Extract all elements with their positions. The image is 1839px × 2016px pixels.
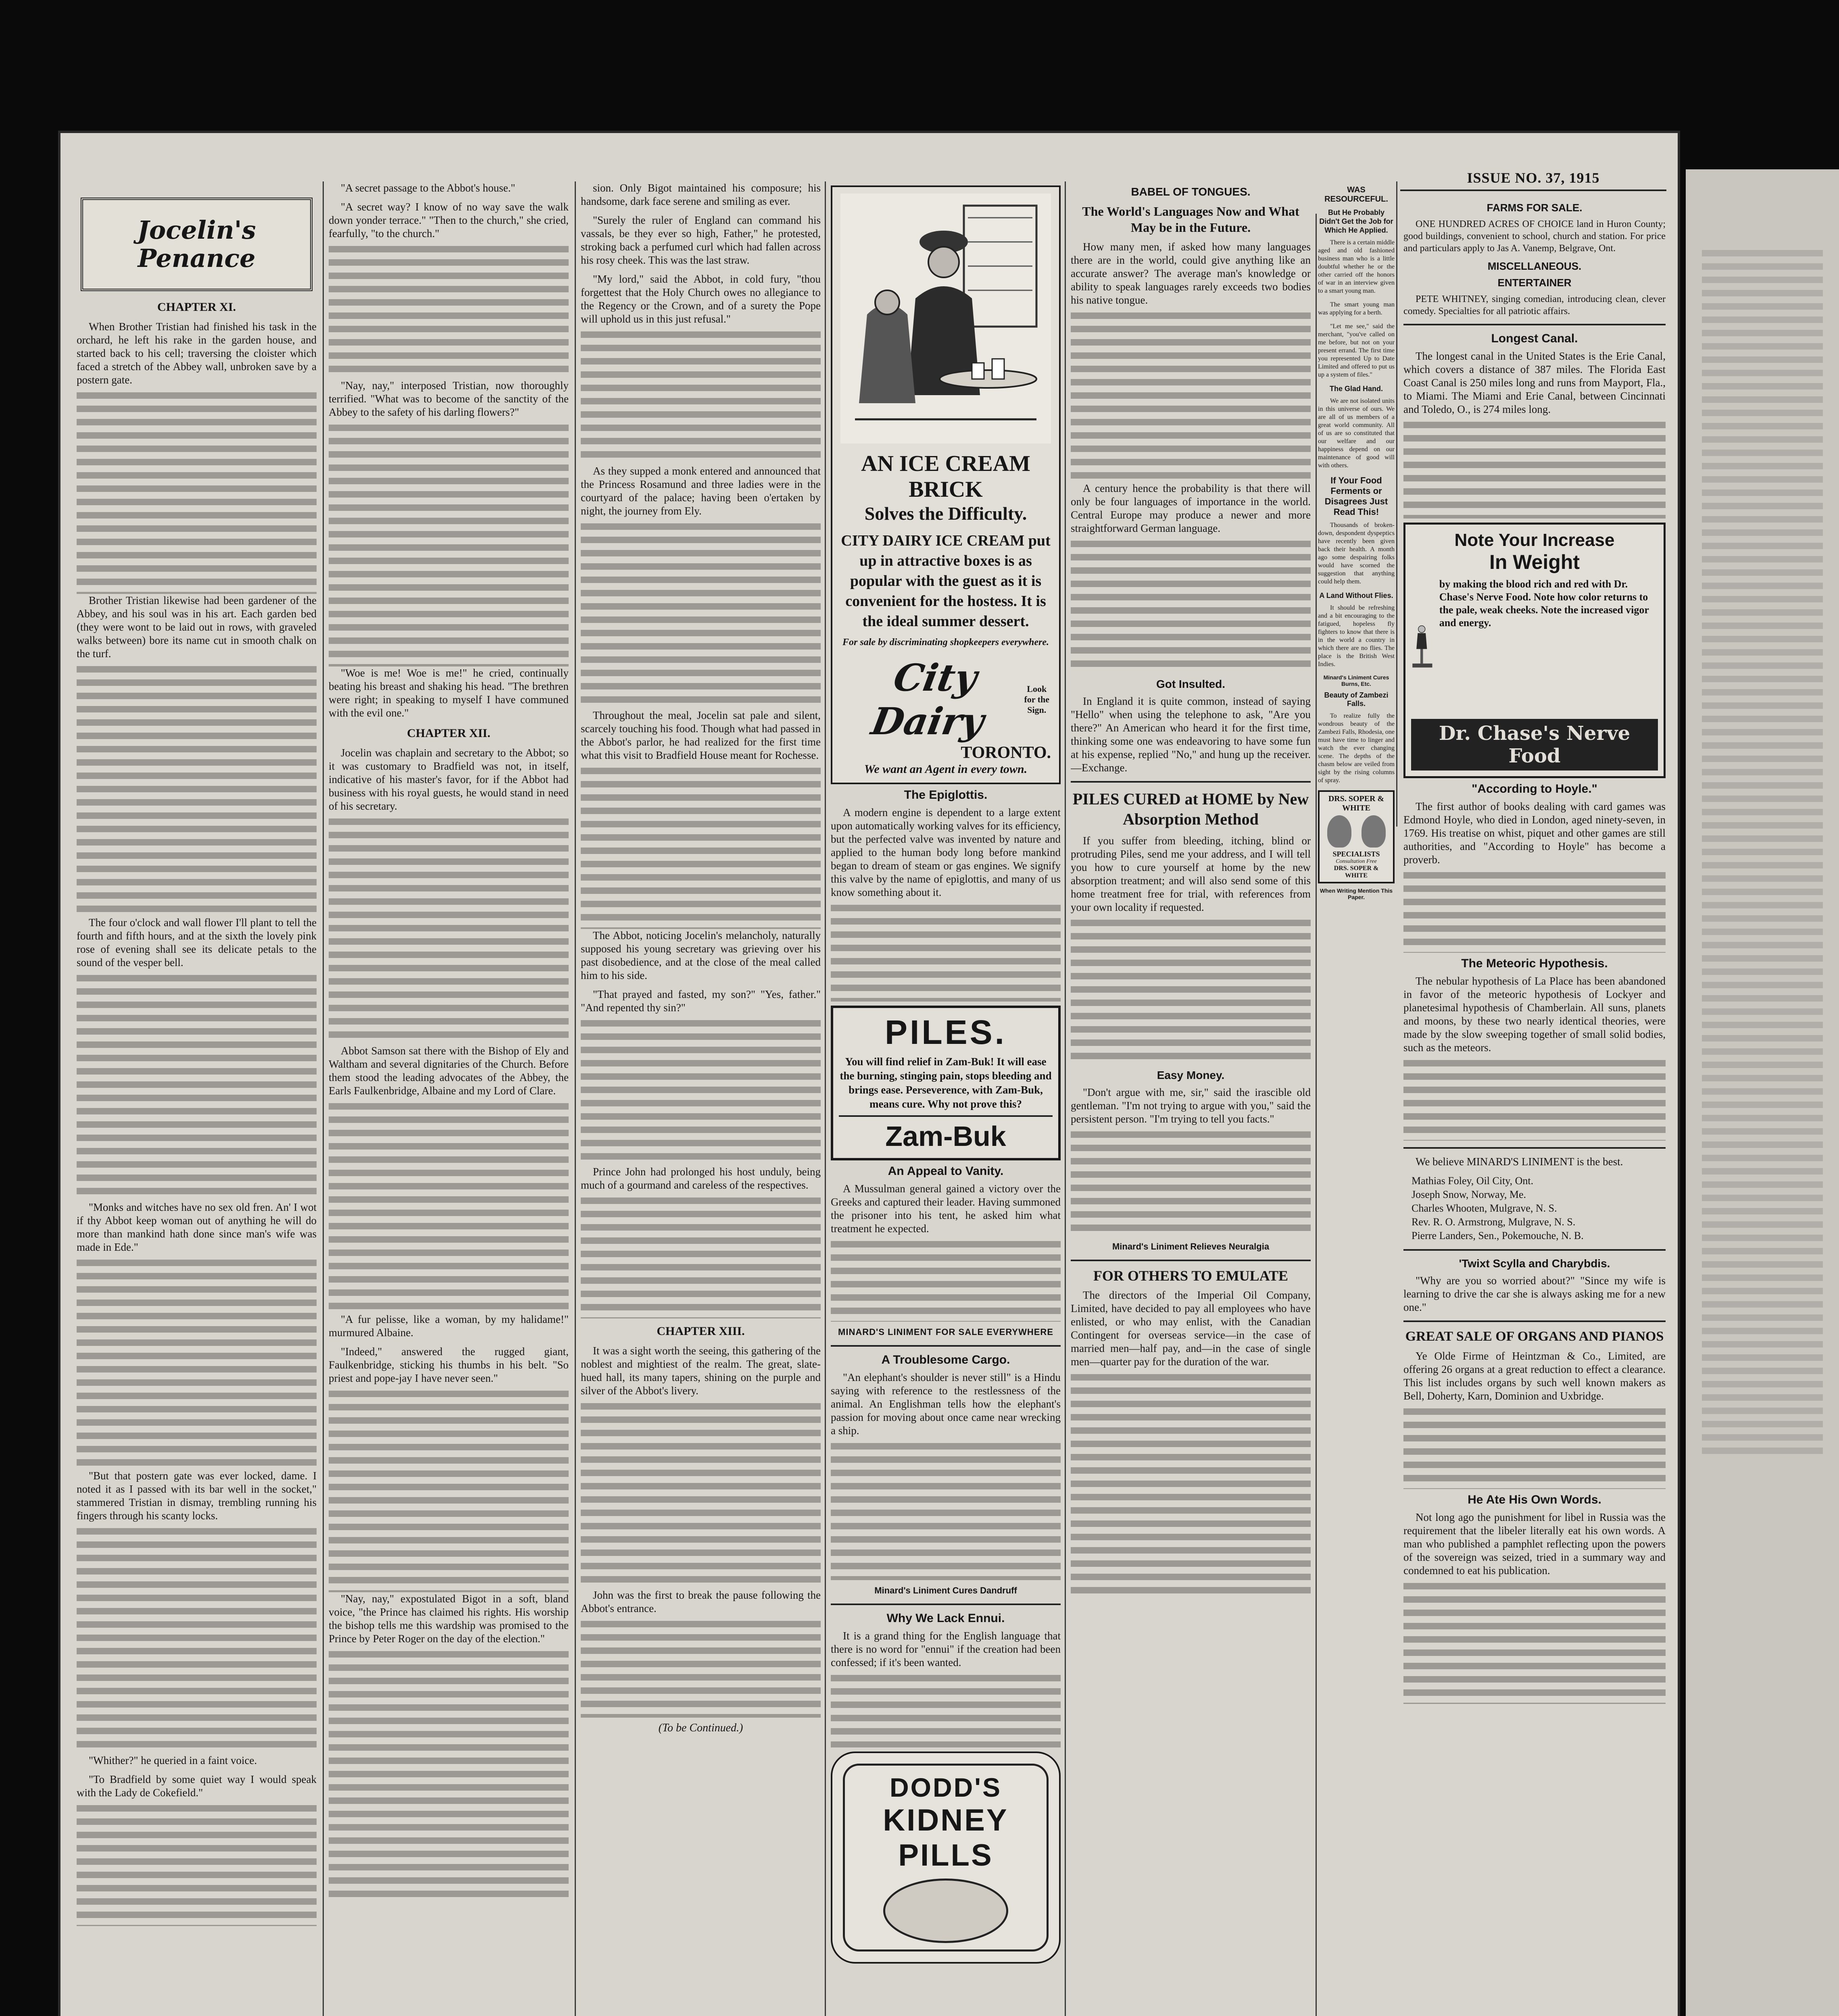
classified-paragraph: PETE WHITNEY, singing comedian, introducing clean, clever comedy. Specialties for all patriotic affairs. <box>1403 294 1666 317</box>
ad-brand: KIDNEY <box>883 1803 1009 1837</box>
article-heading: Longest Canal. <box>1491 332 1578 345</box>
article-paragraph: We are not isolated units in this universe of ours. We are all of us members of a great world community. All of us are so constituted that our welfare and our happiness depend on our maintenance of good will with others. <box>1318 398 1395 469</box>
text-lines <box>329 1103 569 1313</box>
text-lines <box>77 1805 317 1926</box>
story-paragraph: sion. Only Bigot maintained his composure; his handsome, dark face serene and smiling as ever. <box>581 182 821 207</box>
divider <box>1071 781 1311 783</box>
text-lines <box>329 246 569 379</box>
article-paragraph: "Don't argue with me, sir," said the irascible old gentleman. "I'm not trying to argue with you," said the persistent person. "I'm trying to tell you facts." <box>1071 1086 1311 1125</box>
text-lines <box>1403 1060 1666 1141</box>
city-dairy-logo: City Dairy <box>868 656 987 743</box>
story-paragraph: Abbot Samson sat there with the Bishop of Ely and Waltham and several dignitaries of the Church. Before them stood the leading advocates of the Abbey, the Earls Faulkenbridge, Albaine and my Lord of Clare. <box>329 1045 569 1097</box>
text-lines <box>831 1675 1061 1747</box>
article-paragraph: The longest canal in the United States is the Erie Canal, which covers a distance of 387 miles. The Florida East Coast Canal is 250 miles long and runs from Mayport, Fla., to Miami. The Miami and Erie Canal, between Cincinnati and Toledo, O., is 274 miles long. <box>1403 350 1666 415</box>
article-paragraph: The smart young man was applying for a berth. <box>1318 301 1395 316</box>
ad-brand: PILLS <box>898 1838 993 1872</box>
header-rule <box>1400 190 1666 191</box>
column-6-drawn <box>1318 181 1395 2016</box>
article-paragraph: Not long ago the punishment for libel in Russia was the requirement that the libeler literally eat his own words. A man who published a pamphlet reflecting upon the powers of the sovereign was seized, tried in a summary way and condemned to eat his publication. <box>1403 1511 1666 1577</box>
text-lines <box>581 1403 821 1589</box>
zam-buk-logo: Zam-Buk <box>839 1115 1053 1152</box>
story-paragraph: "My lord," said the Abbot, in cold fury, "thou forgettest that the Holy Church owes no allegiance to the Regency or the Crown, and of a surety the Pope will uphold us in this just refusal." <box>581 273 821 325</box>
story-paragraph: "That prayed and fasted, my son?" "Yes, father." "And repented thy sin?" <box>581 988 821 1014</box>
story-paragraph: "A secret way? I know of no way save the walk down yonder terrace." "Then to the church," she cried, fearfully, "to the church." <box>329 201 569 240</box>
ad-illustration <box>840 194 1051 444</box>
liniment-notice: Minard's Liniment Cures Burns, Etc. <box>1323 674 1389 687</box>
ad-body: by making the blood rich and red with Dr. Chase's Nerve Food. Note how color returns to the pale, weak cheeks. Note the increased vigor and energy. <box>1439 578 1649 629</box>
text-lines <box>581 1020 821 1165</box>
liniment-notice: Minard's Liniment Relieves Neuralgia <box>1112 1241 1270 1252</box>
ad-title: PILES. <box>884 1013 1007 1051</box>
chapter-heading: CHAPTER XI. <box>157 300 236 314</box>
chapter-heading: CHAPTER XIII. <box>657 1325 745 1338</box>
story-paragraph: Prince John had prolonged his host unduly, being much of a gourmand and careless of the respectives. <box>581 1166 821 1191</box>
ad-subtitle: Solves the Difficulty. <box>864 503 1027 524</box>
ad-body: CITY DAIRY ICE CREAM put up in attractive boxes is as popular with the guest as it is convenient for the hostess. It is the ideal summer dessert. <box>841 532 1051 630</box>
story-paragraph: "Surely the ruler of England can command his vassals, be they ever so high, Father," he protested, stroking back a perfumed curl which had fallen across his rosy cheek. This was the last straw. <box>581 214 821 266</box>
article-heading: Why We Lack Ennui. <box>886 1612 1005 1625</box>
story-paragraph: "Nay, nay," interposed Tristian, now thoroughly terrified. "What was to become of the sanctity of the Abbey to the safety of his darling flowers?" <box>329 379 569 418</box>
chapter-heading: CHAPTER XII. <box>407 727 490 740</box>
ad-city: TORONTO. <box>961 744 1051 762</box>
story-paragraph: "Nay, nay," expostulated Bigot in a soft, bland voice, "the Prince has claimed his rights. His worship the bishop tells me this wardship was promised to the Prince by Peter Roger on the day of the election." <box>329 1593 569 1645</box>
column-rule <box>1065 181 1066 2016</box>
article-heading: BABEL OF TONGUES. <box>1131 185 1251 198</box>
ad-title: DRS. SOPER & WHITE <box>1328 794 1384 812</box>
divider <box>1403 1249 1666 1251</box>
story-paragraph: "To Bradfield by some quiet way I would speak with the Lady de Cokefield." <box>77 1773 317 1799</box>
scale-figure-icon <box>1411 578 1434 715</box>
article-paragraph: A Mussulman general gained a victory over the Greeks and captured their leader. Having summoned the prisoner into his tent, he asked him what treatment he expected. <box>831 1183 1061 1235</box>
story-paragraph: When Brother Tristian had finished his task in the orchard, he left his rake in the garden house, and started back to his cell; traversing the cloister which faced a stretch of the Abbey wall, unbroken save by a postern gate. <box>77 321 317 386</box>
story-paragraph: "But that postern gate was ever locked, dame. I noted it as I passed with its bar well in the socket," stammered Tristian in dismay, trembling running his fingers through his scanty locks. <box>77 1470 317 1522</box>
ad-address: DRS. SOPER & WHITE <box>1334 865 1379 879</box>
divider <box>831 1604 1061 1605</box>
story-paragraph: As they supped a monk entered and announced that the Princess Rosamund and three ladies were in the courtyard of the palace; having been o'ertaken by night, the journey from Ely. <box>581 465 821 517</box>
story-title: Jocelin's Penance <box>137 215 256 273</box>
column-rule <box>1316 214 1317 2016</box>
soper-white-ad <box>1318 790 1395 883</box>
ad-brand: DODD'S <box>889 1772 1002 1802</box>
text-lines <box>329 425 569 666</box>
article-paragraph: It is a grand thing for the English language that there is no word for "ennui" if the creation had been confessed; if it's been wanted. <box>831 1630 1061 1668</box>
ladies-serving-ice-cream-illustration <box>843 194 1049 444</box>
text-lines <box>1702 250 1823 1460</box>
pill-box-icon <box>883 1879 1008 1943</box>
article-heading: The Epiglottis. <box>904 788 988 802</box>
article-heading: FOR OTHERS TO EMULATE <box>1093 1268 1289 1284</box>
testimonial-name: Pierre Landers, Sen., Pokemouche, N. B. <box>1412 1230 1584 1241</box>
text-lines <box>77 975 317 1201</box>
testimonial-names <box>1403 1174 1666 1243</box>
story-paragraph: "A secret passage to the Abbot's house." <box>341 182 515 194</box>
article-heading: A Troublesome Cargo. <box>881 1353 1010 1366</box>
testimonial-name: Joseph Snow, Norway, Me. <box>1412 1189 1526 1200</box>
classified-heading: ENTERTAINER <box>1497 277 1572 289</box>
story-paragraph: "Whither?" he queried in a faint voice. <box>89 1754 257 1766</box>
text-lines <box>581 523 821 709</box>
article-heading: 'Twixt Scylla and Charybdis. <box>1459 1257 1610 1270</box>
article-heading: The Meteoric Hypothesis. <box>1461 957 1608 970</box>
article-heading: The Glad Hand. <box>1329 385 1383 393</box>
story-paragraph: John was the first to break the pause following the Abbot's entrance. <box>581 1589 821 1614</box>
ad-look-sign: Look for the Sign. <box>1024 684 1050 715</box>
testimonial-name: Rev. R. O. Armstrong, Mulgrave, N. S. <box>1412 1216 1576 1228</box>
ad-title: If Your Food Ferments or Disagrees Just Read This! <box>1324 475 1388 517</box>
zam-buk-piles-ad <box>831 1006 1061 1160</box>
text-lines <box>581 1621 821 1718</box>
column-7 <box>1403 198 1666 2016</box>
article-paragraph: It should be refreshing and a bit encouraging to the fatigued, hopeless fly fighters to know that there is in the world a country in which there are no flies. The place is the British West Indies. <box>1318 604 1395 668</box>
article-heading: An Appeal to Vanity. <box>888 1164 1004 1178</box>
ad-title: In Weight <box>1489 551 1580 573</box>
story-paragraph: It was a sight worth the seeing, this gathering of the noblest and mightiest of the realm. The great, slate-hued hall, its many tapers, shining on the purple and silver of the Abbot's livery. <box>581 1345 821 1397</box>
article-paragraph: The directors of the Imperial Oil Company, Limited, have decided to pay all employees who have enlisted, or who may enlist, with the Canadian Contingent for overseas service—in the case of married men—half pay, and—in the case of single men—quarter pay for the duration of the war. <box>1071 1289 1311 1368</box>
text-lines <box>831 1241 1061 1322</box>
ad-agent: We want an Agent in every town. <box>864 762 1028 776</box>
continued-note: (To be Continued.) <box>658 1722 743 1734</box>
text-lines <box>1071 312 1311 482</box>
text-lines <box>77 1260 317 1469</box>
story-title-box <box>81 198 313 291</box>
text-lines <box>581 768 821 929</box>
text-lines <box>1071 1131 1311 1236</box>
chase-logo: Dr. Chase's Nerve Food <box>1411 719 1658 771</box>
doctor-portraits-icon <box>1322 815 1391 848</box>
divider <box>1403 1320 1666 1322</box>
ad-body: You will find relief in Zam-Buk! It will ease the burning, stinging pain, stops bleeding and brings ease. Perseverence, with Zam-Buk, means cure. Why not prove this? <box>840 1056 1052 1110</box>
story-paragraph: Throughout the meal, Jocelin sat pale and silent, scarcely touching his food. Though what had passed in the Abbot's parlor, he had realized for the first time what this visit to Bradfield House meant for Rochesse. <box>581 709 821 761</box>
article-heading: Beauty of Zambezi Falls. <box>1324 691 1389 708</box>
ad-footer: When Writing Mention This Paper. <box>1320 887 1393 900</box>
classified-heading: FARMS FOR SALE. <box>1487 202 1583 214</box>
text-lines <box>329 1391 569 1592</box>
column-4 <box>831 181 1061 2016</box>
story-paragraph: The Abbot, noticing Jocelin's melancholy, naturally supposed his young secretary was grieving over his past disobedience, and at the close of the meal called him to his side. <box>581 929 821 981</box>
article-heading: Got Insulted. <box>1156 678 1226 690</box>
ad-note: For sale by discriminating shopkeepers everywhere. <box>842 637 1049 648</box>
column-rule <box>323 181 324 2016</box>
newspaper-page <box>60 133 1678 2016</box>
column-3 <box>581 181 821 2016</box>
ad-title: Note Your Increase <box>1454 530 1615 550</box>
text-lines <box>831 905 1061 1002</box>
column-rule <box>575 181 576 2016</box>
article-paragraph: "Why are you so worried about?" "Since my wife is learning to drive the car she is always asking me for a new one." <box>1403 1275 1666 1313</box>
text-lines <box>77 392 317 594</box>
dr-chase-nerve-food-ad <box>1403 523 1666 778</box>
text-lines <box>77 1528 317 1754</box>
classified-paragraph: ONE HUNDRED ACRES OF CHOICE land in Huron County; good buildings, convenient to school, church and station. For price and particulars apply to Jas A. Vanemp, Belgrave, Ont. <box>1403 219 1666 254</box>
column-2 <box>329 181 569 2016</box>
article-heading: WAS RESOURCEFUL. <box>1324 185 1388 204</box>
column-5 <box>1071 181 1311 2016</box>
story-paragraph: "Indeed," answered the rugged giant, Faulkenbridge, sticking his thumbs in his belt. "So priest and pope-jay I have never seen." <box>329 1345 569 1384</box>
text-lines <box>77 666 317 916</box>
article-paragraph: How many men, if asked how many languages there are in the world, could give anything like an accurate answer? The average man's knowledge or ability to speak languages rarely exceeds two bodies his native tongue. <box>1071 241 1311 306</box>
text-lines <box>1071 1374 1311 1600</box>
issue-label: ISSUE NO. 37, 1915 <box>1467 170 1600 186</box>
story-paragraph: Jocelin was chaplain and secretary to the Abbot; so it was customary to Bradfield was not, in itself, indicative of his master's favor, for if the Abbot had business with his royal guests, he would stand in need of his secretary. <box>329 747 569 812</box>
liniment-notice: MINARD'S LINIMENT FOR SALE EVERYWHERE <box>838 1327 1053 1337</box>
article-paragraph: "Let me see," said the merchant, "you've called on me before, but not on your present errand. The first time you represented Up to Date Limited and offered to put us up a system of files." <box>1318 323 1395 378</box>
ad-subtitle: SPECIALISTS <box>1332 850 1380 858</box>
article-heading: GREAT SALE OF ORGANS AND PIANOS <box>1405 1329 1664 1344</box>
ad-note: Consultation Free <box>1336 858 1377 864</box>
text-lines <box>581 331 821 464</box>
article-heading: Easy Money. <box>1157 1069 1225 1081</box>
article-paragraph: "An elephant's shoulder is never still" is a Hindu saying with reference to the restlessness of the animal. An Englishman tells how the elephant's passion for moving about once came near wrecking a ship. <box>831 1371 1061 1437</box>
liniment-notice: Minard's Liniment Cures Dandruff <box>874 1585 1017 1595</box>
piles-cured-ad-title: PILES CURED at HOME by New Absorption Method <box>1072 790 1309 828</box>
divider <box>1403 1147 1666 1149</box>
story-paragraph: "A fur pelisse, like a woman, by my halidame!" murmured Albaine. <box>329 1313 569 1339</box>
ad-paragraph: Thousands of broken-down, despondent dyspeptics have recently been given back their health. A month ago some despairing folks would have scorned the suggestion that anything could help them. <box>1318 522 1395 585</box>
column-rule <box>825 181 826 2016</box>
story-paragraph: "Monks and witches have no sex old fren. An' I wot if thy Abbot keep woman out of anything he will do more than mankind hath done since man's wife was made in Ede." <box>77 1201 317 1253</box>
story-paragraph: The four o'clock and wall flower I'll plant to tell the fourth and fifth hours, and at the sixth the lovely pink rose of evening shall see its delicate petals to the sound of the vesper bell. <box>77 916 317 968</box>
dodds-kidney-pills-ad <box>831 1752 1061 1964</box>
text-lines <box>1403 1408 1666 1489</box>
article-paragraph: In England it is quite common, instead of saying "Hello" when using the telephone to ask, "Are you there?" An American who heard it for the first time, thinking some one was endeavoring to have some fun at his expense, replied "No," and hung up the receiver.—Exchange. <box>1071 695 1311 774</box>
article-paragraph: The nebular hypothesis of La Place has been abandoned in favor of the meteoric hypothesis of Lockyer and planetesimal hypothesis of Chamberlain. All suns, planets and moons, by these two nearly identical theories, were made by the slow sweeping together of small solid bodies, such as the meteors. <box>1403 975 1666 1054</box>
article-subheading: The World's Languages Now and What May be in the Future. <box>1082 204 1299 235</box>
divider <box>1403 324 1666 325</box>
text-lines <box>1071 541 1311 674</box>
article-heading: He Ate His Own Words. <box>1468 1493 1601 1506</box>
ad-paragraph: If you suffer from bleeding, itching, blind or protruding Piles, send me your address, and I will tell you how to cure yourself at home by the new absorption treatment; and will also send some of this home treatment free for trial, with references from your own locality if requested. <box>1071 835 1311 913</box>
testimonial-name: Charles Whooten, Mulgrave, N. S. <box>1412 1202 1557 1214</box>
article-paragraph: A modern engine is dependent to a large extent upon automatically working valves for its efficiency, but the perfected valve was invented by nature and applied to the human body long before mankind began to dream of steam or gas engines. We signify this valve by the name of epiglottis, and many of us know something about it. <box>831 806 1061 898</box>
text-lines <box>329 1651 569 1901</box>
text-lines <box>1403 872 1666 953</box>
city-dairy-ad <box>831 185 1061 784</box>
story-paragraph: "Woe is me! Woe is me!" he cried, continually beating his breast and shaking his head. "The brethren were right; in speaking to myself I have communed with the evil one." <box>329 667 569 719</box>
text-lines <box>1403 422 1666 519</box>
article-paragraph: To realize fully the wondrous beauty of the Zambezi Falls, Rhodesia, one must have time to linger and watch the ever changing scene. The depths of the chasm below are veiled from sight by the rising columns of spray. <box>1318 712 1395 784</box>
text-lines <box>581 1198 821 1318</box>
divider <box>831 1345 1061 1347</box>
story-paragraph: Brother Tristian likewise had been gardener of the Abbey, and his soul was in his art. Each garden bed (they were wont to be laid out in rows, with graveled walks between) bore its name cut in smooth chalk on the turf. <box>77 594 317 660</box>
article-paragraph: The first author of books dealing with card games was Edmond Hoyle, who died in London, aged ninety-seven, in 1769. His treatise on whist, piquet and other games are still authorities, and "According to Hoyle" has become a proverb. <box>1403 800 1666 866</box>
article-subheading: But He Probably Didn't Get the Job for Which He Applied. <box>1319 208 1393 234</box>
column-rule <box>1396 181 1397 827</box>
article-heading: "According to Hoyle." <box>1472 782 1597 796</box>
testimonial-paragraph: We believe MINARD'S LINIMENT is the best. <box>1416 1156 1623 1168</box>
text-lines <box>1071 920 1311 1065</box>
ad-title: AN ICE CREAM BRICK <box>861 451 1030 502</box>
classified-heading: MISCELLANEOUS. <box>1487 260 1582 272</box>
testimonial-name: Mathias Foley, Oil City, Ont. <box>1412 1175 1534 1187</box>
text-lines <box>1403 1583 1666 1704</box>
text-lines <box>329 818 569 1044</box>
article-paragraph: Ye Olde Firme of Heintzman & Co., Limited, are offering 26 organs at a great reduction to effect a clearance. This list includes organs by such well known makers as Bell, Doherty, Karn, Dominion and Uxbridge. <box>1403 1350 1666 1402</box>
article-paragraph: There is a certain middle aged and old fashioned business man who is a little doubtful whether he or the other carried off the honors of war in an interview given to a smart young man. <box>1318 239 1395 294</box>
divider <box>1071 1260 1311 1261</box>
adjacent-page-edge <box>1686 169 1839 2016</box>
article-heading: A Land Without Flies. <box>1319 591 1393 600</box>
article-paragraph: A century hence the probability is that there will only be four languages of importance in the world. Central Europe may produce a newer and more straightforward German language. <box>1071 482 1311 534</box>
column-1 <box>77 181 317 2016</box>
text-lines <box>831 1443 1061 1580</box>
